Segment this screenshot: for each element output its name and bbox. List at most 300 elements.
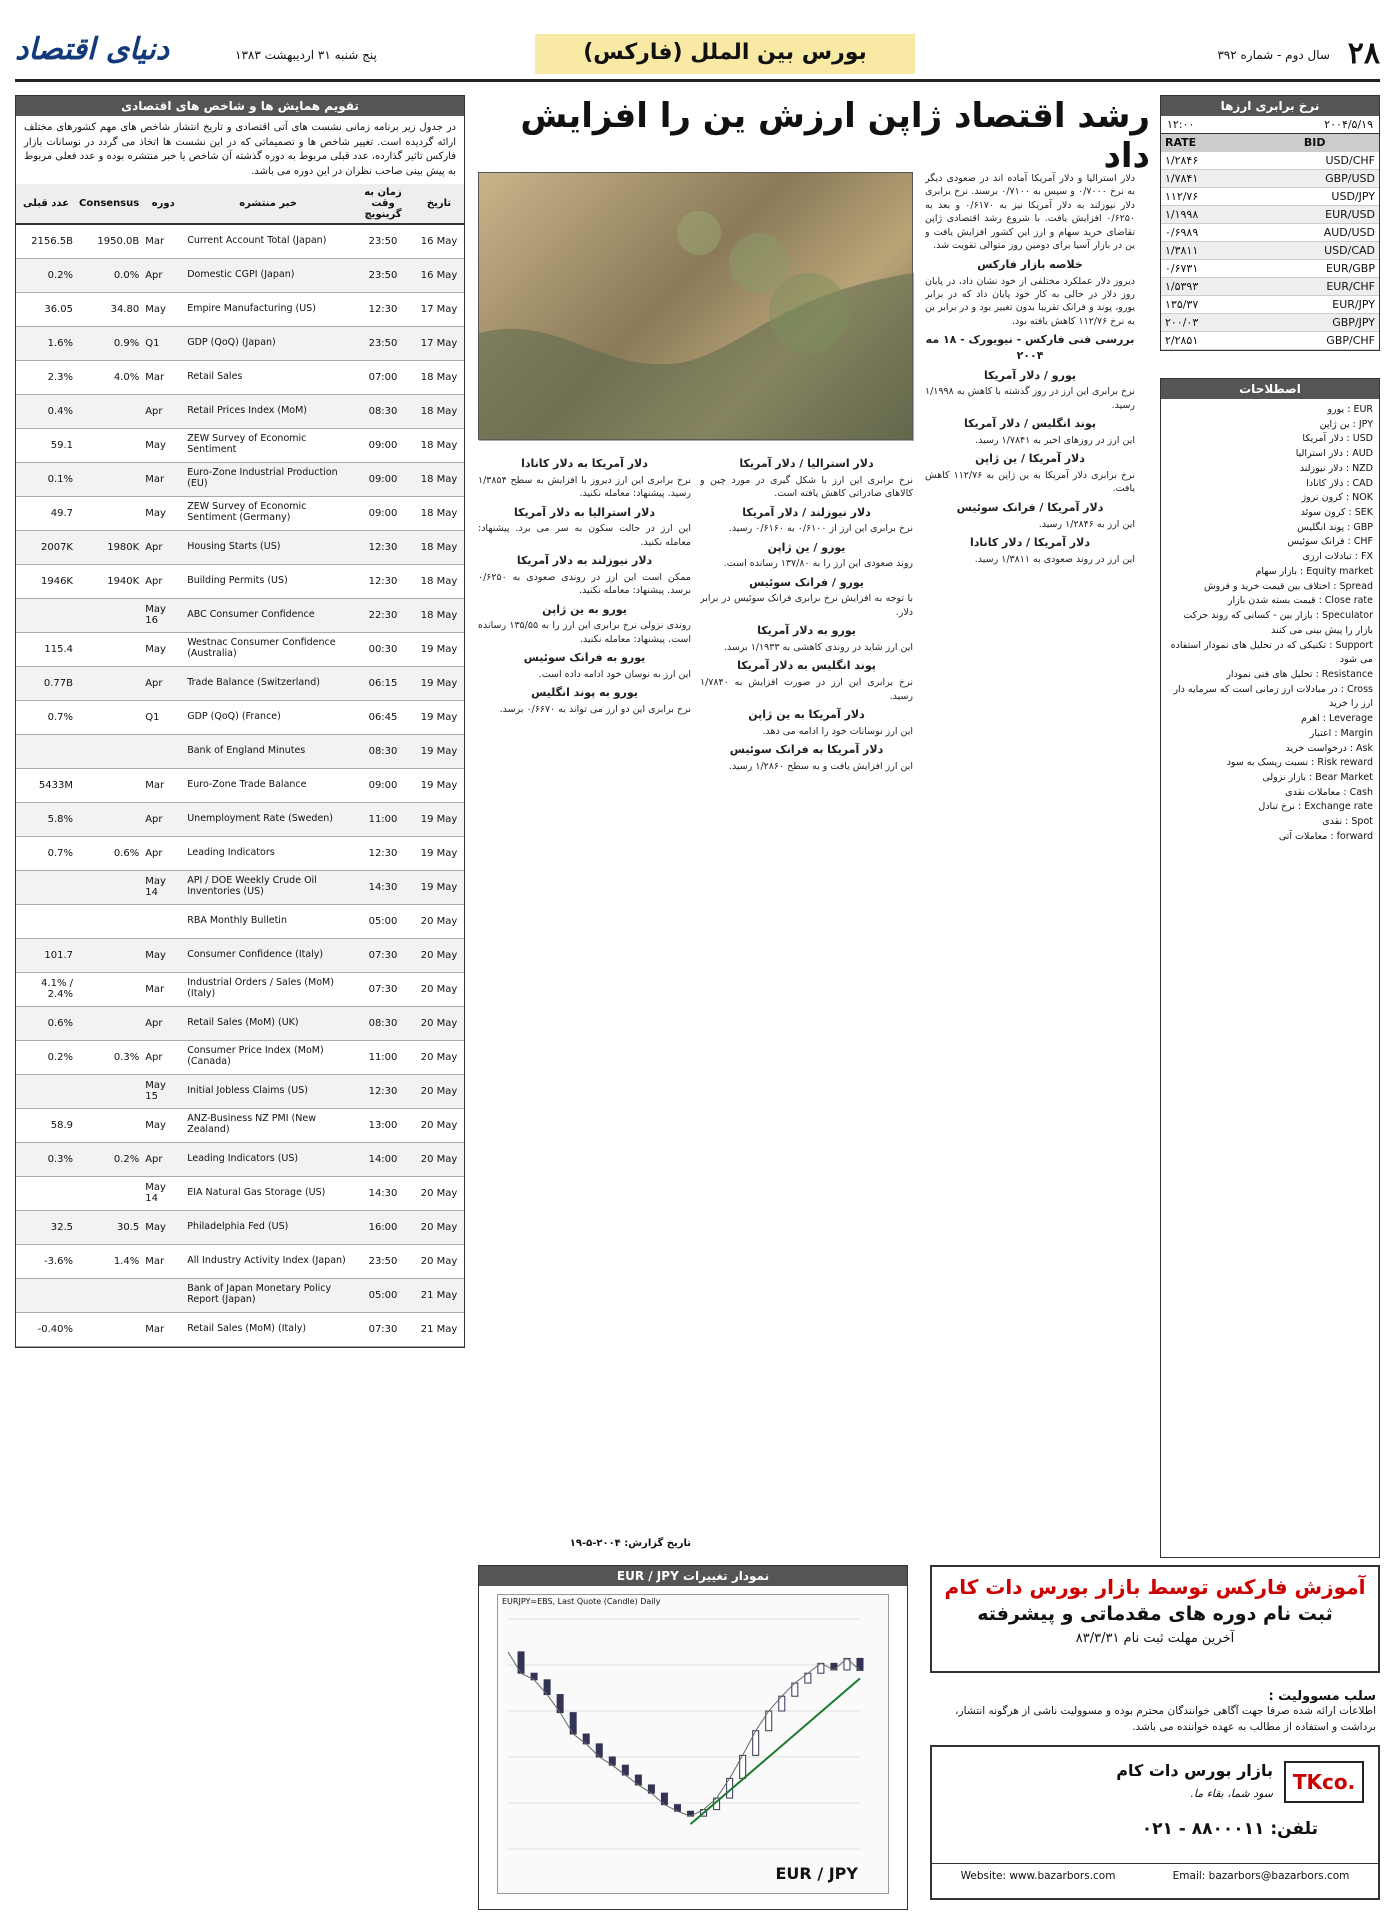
glossary-item: forward : معاملات آتی xyxy=(1278,830,1373,842)
calendar-cell: May xyxy=(142,632,184,666)
subsection-title: یورو / فرانک سوئیس xyxy=(749,575,864,589)
calendar-cell: 0.4% xyxy=(16,394,76,428)
rates-table xyxy=(1161,134,1379,350)
calendar-cell: May 16 xyxy=(142,598,184,632)
glossary-item: Bear Market : بازار نزولی xyxy=(1262,771,1373,783)
subsection-text: با توجه به افزایش نرخ برابری فرانک سوئیس در برابر دلار. xyxy=(700,593,913,618)
page-header xyxy=(15,30,1380,82)
calendar-cell: 20 May xyxy=(414,1040,464,1074)
chart-label: EUR / JPY xyxy=(775,1864,858,1883)
calendar-cell: 20 May xyxy=(414,1074,464,1108)
calendar-cell: May xyxy=(142,1108,184,1142)
rate-row: ۱/۳۸۱۱ USD/CAD xyxy=(1161,242,1379,260)
calendar-row xyxy=(16,462,464,496)
calendar-cell: 18 May xyxy=(414,564,464,598)
calendar-cell: Apr xyxy=(142,836,184,870)
calendar-row xyxy=(16,1074,464,1108)
calendar-cell: Apr xyxy=(142,564,184,598)
calendar-cell: 12:30 xyxy=(352,292,414,326)
calendar-cell: 08:30 xyxy=(352,394,414,428)
subsection-text: نرخ برابری این ارز در صورت افزایش به ۱/۷۸۴۰ رسید. xyxy=(700,677,913,702)
calendar-cell: Consumer Price Index (MoM) (Canada) xyxy=(184,1040,352,1074)
subsection-title: دلار آمریکا / فرانک سوئیس xyxy=(956,500,1104,514)
calendar-row xyxy=(16,292,464,326)
calendar-cell: 23:50 xyxy=(352,258,414,292)
calendar-cell: May 15 xyxy=(142,1074,184,1108)
tech-title: بررسی فنی فارکس - نیویورک - ۱۸ مه ۲۰۰۴ xyxy=(925,333,1135,363)
calendar-cell: 36.05 xyxy=(16,292,76,326)
calendar-cell: ABC Consumer Confidence xyxy=(184,598,352,632)
calendar-cell: 2.3% xyxy=(16,360,76,394)
calendar-cell: 0.3% xyxy=(16,1142,76,1176)
calendar-cell: 09:00 xyxy=(352,768,414,802)
calendar-cell xyxy=(76,904,142,938)
calendar-cell: May xyxy=(142,938,184,972)
calendar-cell: 20 May xyxy=(414,1142,464,1176)
glossary-item: Cash : معاملات نقدی xyxy=(1285,786,1373,798)
article-lead: دلار استرالیا و دلار آمریکا آماده اند در صعودی دیگر به نرخ ۰/۷۰۰۰ و سپس به ۰/۷۱۰۰ برسند. نرخ برابری دلار نیوزلند به دلار آمریکا نیز به ۰/۶۱۷۰ و بعد به ۰/۶۲۵۰ افزایش یافت. با شروع رشد اقتصادی ژاپن تقاضای خرید سهام و ارز این کشور افزایش یافت و ین در بازار آسیا برای دومین روز متوالی تقویت شد. xyxy=(925,173,1135,252)
calendar-row xyxy=(16,802,464,836)
glossary-item: CAD : دلار کانادا xyxy=(1306,477,1373,489)
subsection-text: این ارز نوسانات خود را ادامه می دهد. xyxy=(762,725,913,737)
chart-box xyxy=(478,1565,908,1910)
rate-row: ۱/۲۸۴۶ USD/CHF xyxy=(1161,152,1379,170)
calendar-cell: Mar xyxy=(142,1312,184,1346)
glossary-list xyxy=(1161,399,1379,849)
calendar-cell: 20 May xyxy=(414,1108,464,1142)
glossary-item: Exchange rate : نرخ تبادل xyxy=(1258,801,1373,813)
calendar-row xyxy=(16,632,464,666)
calendar-row xyxy=(16,1210,464,1244)
subsection-title: دلار نیوزلند به دلار آمریکا xyxy=(516,554,653,568)
subsection-title: یورو / دلار آمریکا xyxy=(984,368,1076,382)
calendar-cell: 19 May xyxy=(414,768,464,802)
glossary-item: Leverage : اهرم xyxy=(1300,713,1373,725)
disclaimer-text: اطلاعات ارائه شده صرفا جهت آگاهی خوانندگان محترم بوده و مسوولیت ناشی از هرگونه انتشار، برداشت و استفاده از مطالب به عهده خواننده می باشد. xyxy=(955,1705,1376,1733)
rate-row: ۱/۷۸۴۱ GBP/USD xyxy=(1161,170,1379,188)
calendar-cell xyxy=(76,1312,142,1346)
calendar-cell: Apr xyxy=(142,666,184,700)
calendar-cell: Retail Sales (MoM) (Italy) xyxy=(184,1312,352,1346)
calendar-cell xyxy=(76,938,142,972)
disclaimer-title: سلب مسوولیت : xyxy=(1268,1689,1376,1704)
calendar-cell: May xyxy=(142,428,184,462)
company-slogan: سود شما، بقاء ما. xyxy=(1190,1787,1273,1800)
glossary-item: Spot : نقدی xyxy=(1322,816,1373,828)
subsection-title: دلار استرالیا / دلار آمریکا xyxy=(739,457,874,470)
subsection-title: دلار آمریکا / دلار کانادا xyxy=(970,536,1090,550)
calendar-cell: ANZ-Business NZ PMI (New Zealand) xyxy=(184,1108,352,1142)
calendar-cell xyxy=(76,394,142,428)
subsection-text: نرخ برابری این ارز دیروز با افزایش به سطح ۱/۳۸۵۴ رسید. پیشنهاد: معامله نکنید. xyxy=(478,474,691,500)
chart-svg xyxy=(498,1609,890,1879)
company-email[interactable]: Email: bazarbors@bazarbors.com xyxy=(1172,1870,1350,1882)
company-website[interactable]: Website: www.bazarbors.com xyxy=(960,1870,1116,1882)
headline: رشد اقتصاد ژاپن ارزش ین را افزایش داد xyxy=(520,96,1150,176)
calendar-cell: Euro-Zone Industrial Production (EU) xyxy=(184,462,352,496)
calendar-cell: API / DOE Weekly Crude Oil Inventories (US) xyxy=(184,870,352,904)
issue-info: سال دوم - شماره ۳۹۲ xyxy=(1217,48,1330,62)
calendar-cell: May xyxy=(142,292,184,326)
rate-row: ۰/۶۹۸۹ AUD/USD xyxy=(1161,224,1379,242)
calendar-cell: 101.7 xyxy=(16,938,76,972)
calendar-cell: 58.9 xyxy=(16,1108,76,1142)
calendar-cell: 20 May xyxy=(414,1006,464,1040)
calendar-cell: 22:30 xyxy=(352,598,414,632)
calendar-cell: Apr xyxy=(142,1040,184,1074)
subsection-text: این ارز به ۱/۲۸۴۶ رسید. xyxy=(1038,518,1135,530)
article-column-a xyxy=(478,452,691,1532)
calendar-table xyxy=(16,184,464,1347)
calendar-cell xyxy=(76,666,142,700)
calendar-cell: Housing Starts (US) xyxy=(184,530,352,564)
calendar-cell: 13:00 xyxy=(352,1108,414,1142)
calendar-cell: 16 May xyxy=(414,258,464,292)
calendar-cell xyxy=(16,1074,76,1108)
chart-area xyxy=(497,1594,889,1894)
calendar-cell: 16:00 xyxy=(352,1210,414,1244)
calendar-cell: Apr xyxy=(142,394,184,428)
calendar-cell: 08:30 xyxy=(352,1006,414,1040)
rate-row: ۱۱۲/۷۶ USD/JPY xyxy=(1161,188,1379,206)
calendar-cell: 07:30 xyxy=(352,1312,414,1346)
calendar-cell xyxy=(76,428,142,462)
calendar-cell: 32.5 xyxy=(16,1210,76,1244)
calendar-col-header: زمان به وقت گرینویچ xyxy=(352,184,414,224)
calendar-cell: 5.8% xyxy=(16,802,76,836)
calendar-cell: 19 May xyxy=(414,666,464,700)
calendar-row xyxy=(16,836,464,870)
subsection-text: این ارز به نوسان خود ادامه داده است. xyxy=(538,668,691,680)
subsection-text: این ارز در روند صعودی به ۱/۳۸۱۱ رسید. xyxy=(974,553,1135,565)
calendar-cell: 19 May xyxy=(414,870,464,904)
calendar-box xyxy=(15,95,465,1348)
rate-row: ۲/۲۸۵۱ GBP/CHF xyxy=(1161,332,1379,350)
calendar-body xyxy=(16,224,464,1346)
calendar-cell: 0.1% xyxy=(16,462,76,496)
calendar-row xyxy=(16,1142,464,1176)
calendar-cell: Current Account Total (Japan) xyxy=(184,224,352,258)
rate-row: ۲۰۰/۰۳ GBP/JPY xyxy=(1161,314,1379,332)
glossary-item: NOK : کرون نروژ xyxy=(1301,492,1373,504)
calendar-row xyxy=(16,734,464,768)
calendar-cell: Domestic CGPI (Japan) xyxy=(184,258,352,292)
rate-row: ۱/۱۹۹۸ EUR/USD xyxy=(1161,206,1379,224)
calendar-cell: Retail Sales (MoM) (UK) xyxy=(184,1006,352,1040)
calendar-row xyxy=(16,1040,464,1074)
calendar-cell xyxy=(76,1176,142,1210)
calendar-cell: 12:30 xyxy=(352,1074,414,1108)
rates-box xyxy=(1160,95,1380,351)
calendar-row xyxy=(16,564,464,598)
calendar-cell: 0.7% xyxy=(16,700,76,734)
subsection-text: نرخ برابری این دو ارز می تواند به ۰/۶۶۷۰ برسد. xyxy=(499,704,691,716)
calendar-cell: 1.6% xyxy=(16,326,76,360)
calendar-cell: 49.7 xyxy=(16,496,76,530)
calendar-cell: 20 May xyxy=(414,938,464,972)
ad-line1: آموزش فارکس توسط بازار بورس دات کام xyxy=(944,1575,1366,1599)
calendar-cell: May 14 xyxy=(142,870,184,904)
calendar-cell: 2007K xyxy=(16,530,76,564)
calendar-cell xyxy=(76,1006,142,1040)
subsection-text: ممکن است این ارز در روندی صعودی به ۰/۶۲۵۰ برسد. پیشنهاد: معامله نکنید. xyxy=(478,571,691,597)
ad-line2: ثبت نام دوره های مقدماتی و پیشرفته xyxy=(977,1603,1333,1625)
calendar-cell: 0.2% xyxy=(16,258,76,292)
rates-date: ۲۰۰۴/۵/۱۹ xyxy=(1324,118,1373,131)
calendar-row xyxy=(16,904,464,938)
calendar-cell: 1946K xyxy=(16,564,76,598)
calendar-cell xyxy=(76,1108,142,1142)
calendar-cell: 12:30 xyxy=(352,836,414,870)
subsection-title: دلار آمریکا به دلار کانادا xyxy=(521,457,648,470)
calendar-cell xyxy=(16,598,76,632)
glossary-item: Equity market : بازار سهام xyxy=(1255,565,1373,577)
calendar-cell: 20 May xyxy=(414,1210,464,1244)
subsection-title: یورو به دلار آمریکا xyxy=(757,624,856,638)
glossary-box xyxy=(1160,378,1380,1558)
calendar-cell: 00:30 xyxy=(352,632,414,666)
calendar-cell xyxy=(16,904,76,938)
calendar-cell: 07:00 xyxy=(352,360,414,394)
calendar-cell: Bank of England Minutes xyxy=(184,734,352,768)
section-title: بورس بین الملل (فارکس) xyxy=(583,40,867,65)
calendar-intro: در جدول زیر برنامه زمانی نشست های آتی اقتصادی و تاریخ انتشار شاخص های مهم کشورهای مختلف ارائه گردیده است. تغییر شاخص ها و تصمیماتی که در این نشست ها اتخاذ می گردد در نوسانات بازار فارکس تاثیر گذارده، عدد قبلی مربوط به دوره گذشته آن شاخص یا خبر منتشره بوده و عدد فعلی مربوط به پیش بینی صاحب نظران در این دوره می باشد. xyxy=(24,122,456,177)
rate-row: ۱/۵۳۹۳ EUR/CHF xyxy=(1161,278,1379,296)
glossary-item: CHF : فرانک سوئیس xyxy=(1287,536,1373,548)
calendar-cell: Philadelphia Fed (US) xyxy=(184,1210,352,1244)
calendar-cell: 23:50 xyxy=(352,326,414,360)
calendar-cell: 18 May xyxy=(414,360,464,394)
company-logo: TKco. xyxy=(1284,1761,1364,1803)
glossary-item: Margin : اعتبار xyxy=(1309,727,1373,739)
calendar-cell: -0.40% xyxy=(16,1312,76,1346)
glossary-item: AUD : دلار استرالیا xyxy=(1295,448,1373,460)
calendar-cell: Leading Indicators (US) xyxy=(184,1142,352,1176)
calendar-cell xyxy=(16,734,76,768)
subsection-title: پوند انگلیس / دلار آمریکا xyxy=(964,417,1096,431)
calendar-title: تقویم همایش ها و شاخص های اقتصادی xyxy=(16,96,464,116)
calendar-cell: 12:30 xyxy=(352,530,414,564)
calendar-cell: 1950.0B xyxy=(76,224,142,258)
glossary-item: JPY : ین ژاپن xyxy=(1319,418,1373,430)
glossary-item: GBP : پوند انگلیس xyxy=(1297,521,1373,533)
calendar-row xyxy=(16,428,464,462)
disclaimer xyxy=(930,1685,1380,1740)
glossary-title: اصطلاحات xyxy=(1161,379,1379,399)
calendar-cell: ZEW Survey of Economic Sentiment xyxy=(184,428,352,462)
calendar-cell: 18 May xyxy=(414,462,464,496)
calendar-cell: 11:00 xyxy=(352,1040,414,1074)
calendar-row xyxy=(16,530,464,564)
company-name: بازار بورس دات کام xyxy=(1116,1761,1273,1780)
chart-inner-title: EURJPY=EBS, Last Quote (Candle) Daily xyxy=(502,1597,661,1606)
calendar-cell: 20 May xyxy=(414,1176,464,1210)
calendar-row xyxy=(16,700,464,734)
subsection-title: دلار آمریکا به ین ژاپن xyxy=(748,708,865,722)
calendar-cell: All Industry Activity Index (Japan) xyxy=(184,1244,352,1278)
calendar-cell: 20 May xyxy=(414,1244,464,1278)
calendar-cell: RBA Monthly Bulletin xyxy=(184,904,352,938)
calendar-cell xyxy=(16,1176,76,1210)
calendar-row xyxy=(16,598,464,632)
glossary-item: Speculator : بازار بین - کسانی که روند حرکت بازار را پیش بینی می کنند xyxy=(1183,610,1373,636)
report-date: تاریخ گزارش: ۲۰۰۴-۵-۱۹ xyxy=(569,1538,691,1549)
calendar-cell xyxy=(142,1278,184,1312)
calendar-cell: 21 May xyxy=(414,1278,464,1312)
subsection-title: یورو / ین ژاپن xyxy=(767,540,846,554)
calendar-cell: Mar xyxy=(142,1244,184,1278)
calendar-cell: Retail Sales xyxy=(184,360,352,394)
calendar-cell: 18 May xyxy=(414,530,464,564)
calendar-row xyxy=(16,768,464,802)
calendar-col-header: خبر منتشره xyxy=(184,184,352,224)
calendar-cell: 06:15 xyxy=(352,666,414,700)
calendar-cell: 19 May xyxy=(414,632,464,666)
calendar-cell: 5433M xyxy=(16,768,76,802)
article-column-b xyxy=(700,452,913,1552)
calendar-row xyxy=(16,224,464,258)
calendar-cell: 09:00 xyxy=(352,462,414,496)
chart-title: نمودار تغییرات EUR / JPY xyxy=(479,1566,907,1586)
subsection-title: دلار استرالیا به دلار آمریکا xyxy=(514,505,655,519)
calendar-cell: Industrial Orders / Sales (MoM) (Italy) xyxy=(184,972,352,1006)
subsection-text: نرخ برابری این ارز با شکل گیری در مورد چین و کالاهای صادراتی کاهش یافته است. xyxy=(700,474,913,500)
calendar-cell: 0.9% xyxy=(76,326,142,360)
chart-trendline xyxy=(691,1678,860,1824)
calendar-cell: May xyxy=(142,1210,184,1244)
subsection-text: این ارز شاید در روندی کاهشی به ۱/۱۹۳۳ برسد. xyxy=(723,641,913,653)
calendar-cell: 11:00 xyxy=(352,802,414,836)
aerial-photo-shapes xyxy=(479,173,914,441)
calendar-cell xyxy=(76,1074,142,1108)
newspaper-logo: دنیای اقتصاد xyxy=(15,32,170,67)
calendar-cell xyxy=(142,904,184,938)
calendar-cell xyxy=(76,734,142,768)
rate-row: ۰/۶۷۳۱ EUR/GBP xyxy=(1161,260,1379,278)
calendar-cell xyxy=(76,870,142,904)
calendar-cell: Bank of Japan Monetary Policy Report (Japan) xyxy=(184,1278,352,1312)
calendar-cell: Initial Jobless Claims (US) xyxy=(184,1074,352,1108)
col-bid: BID xyxy=(1250,134,1379,152)
calendar-cell: EIA Natural Gas Storage (US) xyxy=(184,1176,352,1210)
calendar-cell: 18 May xyxy=(414,496,464,530)
calendar-cell: 1.4% xyxy=(76,1244,142,1278)
calendar-cell xyxy=(142,734,184,768)
calendar-cell: May 14 xyxy=(142,1176,184,1210)
calendar-cell: Empire Manufacturing (US) xyxy=(184,292,352,326)
calendar-cell: Retail Prices Index (MoM) xyxy=(184,394,352,428)
subsection-text: این ارز در حالت سکون به سر می برد. پیشنهاد: معامله نکنید. xyxy=(478,523,691,548)
calendar-cell: 115.4 xyxy=(16,632,76,666)
page-number: ۲۸ xyxy=(1347,36,1380,71)
calendar-cell: 0.3% xyxy=(76,1040,142,1074)
calendar-cell xyxy=(76,972,142,1006)
calendar-row xyxy=(16,1312,464,1346)
glossary-item: EUR : یورو xyxy=(1327,404,1373,415)
calendar-cell: 1980K xyxy=(76,530,142,564)
subsection-title: یورو به ین ژاپن xyxy=(542,602,627,616)
calendar-cell: 16 May xyxy=(414,224,464,258)
glossary-item: Spread : اختلاف بین قیمت خرید و فروش xyxy=(1204,580,1373,592)
calendar-cell xyxy=(76,1278,142,1312)
calendar-cell: Q1 xyxy=(142,326,184,360)
glossary-item: Resistance : تحلیل های فنی نمودار xyxy=(1226,668,1373,680)
calendar-cell: Apr xyxy=(142,1006,184,1040)
calendar-cell: Westnac Consumer Confidence (Australia) xyxy=(184,632,352,666)
glossary-item: Cross : در مبادلات ارز زمانی است که سرمایه دار ارز را خرید xyxy=(1173,683,1373,710)
glossary-item: Close rate : قیمت بسته شدن بازار xyxy=(1227,595,1373,607)
calendar-cell: 0.0% xyxy=(76,258,142,292)
ad-line3: آخرین مهلت ثبت نام ۸۳/۳/۳۱ xyxy=(1075,1631,1235,1646)
calendar-cell: 08:30 xyxy=(352,734,414,768)
calendar-cell: Building Permits (US) xyxy=(184,564,352,598)
col-rate: RATE xyxy=(1161,134,1250,152)
calendar-cell: Apr xyxy=(142,802,184,836)
calendar-cell: Apr xyxy=(142,530,184,564)
calendar-cell: Apr xyxy=(142,1142,184,1176)
calendar-cell: 0.2% xyxy=(76,1142,142,1176)
calendar-cell: GDP (QoQ) (France) xyxy=(184,700,352,734)
rate-row: ۱۳۵/۳۷ EUR/JPY xyxy=(1161,296,1379,314)
calendar-row xyxy=(16,1176,464,1210)
calendar-cell: 4.0% xyxy=(76,360,142,394)
training-ad xyxy=(930,1565,1380,1673)
subsection-title: دلار آمریکا / ین ژاپن xyxy=(975,452,1085,466)
calendar-cell xyxy=(16,870,76,904)
calendar-cell xyxy=(76,496,142,530)
subsection-title: پوند انگلیس به دلار آمریکا xyxy=(737,659,876,673)
calendar-row xyxy=(16,496,464,530)
calendar-cell: 30.5 xyxy=(76,1210,142,1244)
calendar-cell: Mar xyxy=(142,768,184,802)
calendar-cell: 23:50 xyxy=(352,1244,414,1278)
calendar-cell: 19 May xyxy=(414,734,464,768)
calendar-cell: 18 May xyxy=(414,394,464,428)
calendar-col-header: تاریخ xyxy=(414,184,464,224)
calendar-cell: 17 May xyxy=(414,292,464,326)
calendar-cell: 20 May xyxy=(414,972,464,1006)
calendar-row xyxy=(16,394,464,428)
calendar-header-row xyxy=(16,184,464,224)
calendar-row xyxy=(16,870,464,904)
calendar-cell: Consumer Confidence (Italy) xyxy=(184,938,352,972)
calendar-cell: Mar xyxy=(142,462,184,496)
glossary-item: Support : تکنیکی که در تحلیل های نمودار استفاده می شود xyxy=(1170,639,1373,666)
calendar-cell: 05:00 xyxy=(352,904,414,938)
glossary-item: Risk reward : نسبت ریسک به سود xyxy=(1226,757,1373,769)
calendar-cell: 14:30 xyxy=(352,1176,414,1210)
calendar-cell: Mar xyxy=(142,360,184,394)
company-contact xyxy=(932,1863,1378,1882)
calendar-cell: 05:00 xyxy=(352,1278,414,1312)
calendar-cell: 07:30 xyxy=(352,938,414,972)
calendar-cell: May xyxy=(142,496,184,530)
calendar-row xyxy=(16,1278,464,1312)
calendar-row xyxy=(16,1108,464,1142)
calendar-cell: Unemployment Rate (Sweden) xyxy=(184,802,352,836)
calendar-cell: 20 May xyxy=(414,904,464,938)
calendar-cell: 18 May xyxy=(414,598,464,632)
calendar-cell: Euro-Zone Trade Balance xyxy=(184,768,352,802)
column-c-sections xyxy=(925,368,1135,566)
subsection-text: روندی نزولی نرخ برابری این ارز را به ۱۳۵/۵۵ رسانده است. پیشنهاد: معامله نکنید. xyxy=(478,620,691,645)
calendar-row xyxy=(16,666,464,700)
calendar-col-header: دوره xyxy=(142,184,184,224)
calendar-cell: 1940K xyxy=(76,564,142,598)
calendar-cell: Leading Indicators xyxy=(184,836,352,870)
glossary-item: NZD : دلار نیوزلند xyxy=(1299,462,1373,474)
calendar-cell: 06:45 xyxy=(352,700,414,734)
